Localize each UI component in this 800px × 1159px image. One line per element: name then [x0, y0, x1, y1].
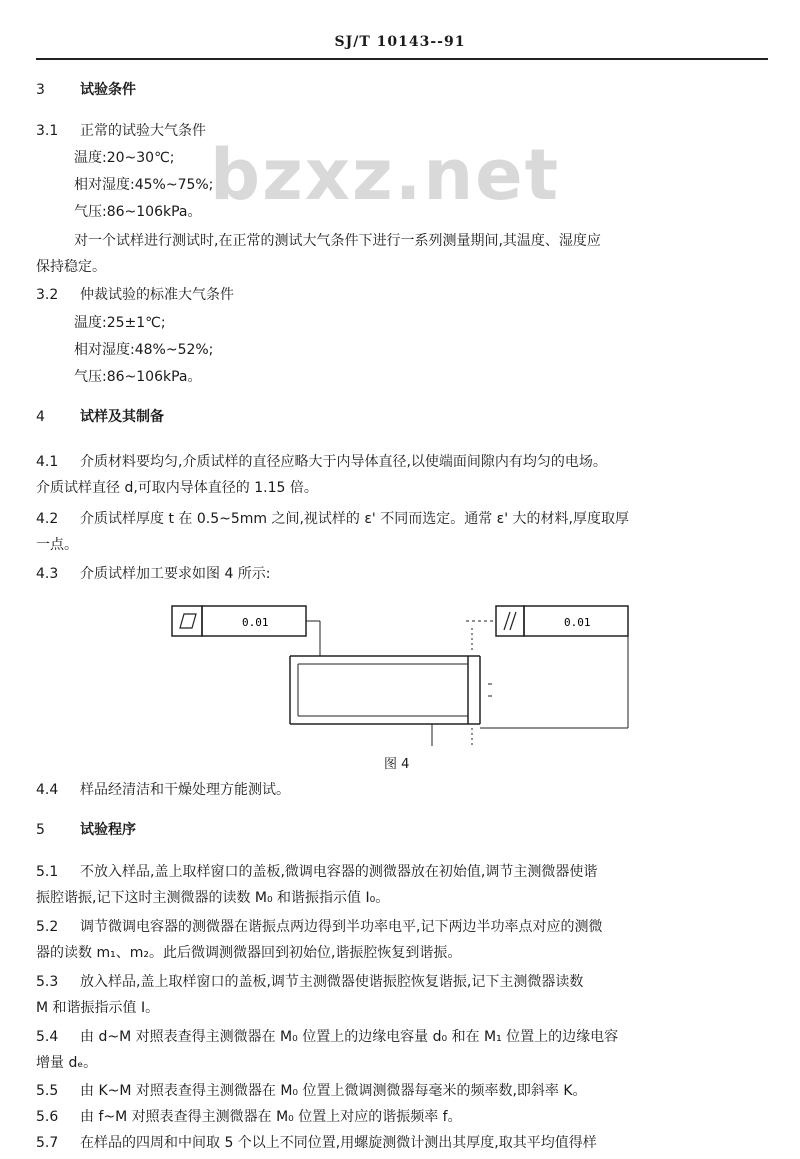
parallelism-tolerance-frame [466, 606, 628, 728]
clause-number: 3.2 [36, 287, 59, 303]
clause-number: 5.6 [36, 1109, 59, 1125]
clause-3-2-pressure: 气压:86~106kPa。 [74, 369, 202, 385]
clause-5-4-line2: 增量 dₑ。 [36, 1055, 98, 1071]
clause-3-1-temperature: 温度:20~30℃; [74, 150, 175, 166]
clause-5-3-line2: M 和谐振指示值 I。 [36, 1000, 160, 1016]
section-5-heading [36, 820, 136, 840]
figure-4-caption: 图 4 [384, 757, 410, 772]
clause-text: 介质试样加工要求如图 4 所示: [80, 566, 271, 582]
clause-3-2-temperature: 温度:25±1℃; [74, 315, 166, 331]
figure-4-specimen-drawing [150, 588, 630, 748]
flatness-symbol-icon [180, 614, 196, 628]
clause-3-1-note-line2: 保持稳定。 [36, 259, 106, 275]
clause-4-1-line1 [36, 452, 607, 472]
section-number: 5 [36, 822, 45, 838]
clause-number: 3.1 [36, 123, 59, 139]
clause-4-4-line1 [36, 780, 290, 800]
clause-number: 5.3 [36, 974, 59, 990]
clause-number: 4.1 [36, 454, 59, 470]
section-title: 试样及其制备 [80, 409, 164, 425]
clause-number: 5.5 [36, 1083, 59, 1099]
clause-title: 正常的试验大气条件 [80, 123, 206, 139]
section-title: 试验程序 [80, 822, 136, 838]
clause-title: 仲裁试验的标准大气条件 [80, 287, 234, 303]
clause-text: 介质材料要均匀,介质试样的直径应略大于内导体直径,以使端面间隙内有均匀的电场。 [80, 454, 607, 470]
parallelism-tolerance-value: 0.01 [564, 616, 591, 629]
clause-number: 4.2 [36, 511, 59, 527]
clause-3-1-pressure: 气压:86~106kPa。 [74, 204, 202, 220]
clause-text: 由 d~M 对照表查得主测微器在 M₀ 位置上的边缘电容量 d₀ 和在 M₁ 位置上的边缘电容 [80, 1029, 619, 1045]
clause-4-2-line1 [36, 509, 629, 529]
clause-number: 4.4 [36, 782, 59, 798]
clause-5-1-line1 [36, 862, 597, 882]
clause-number: 5.7 [36, 1135, 59, 1151]
watermark: bzxz.net [210, 134, 561, 216]
clause-text: 调节微调电容器的测微器在谐振点两边得到半功率电平,记下两边半功率点对应的测微 [80, 919, 603, 935]
clause-text: 在样品的四周和中间取 5 个以上不同位置,用螺旋测微计测出其厚度,取其平均值得样 [80, 1135, 597, 1151]
clause-text: 由 K~M 对照表查得主测微器在 M₀ 位置上微调测微器每毫米的频率数,即斜率 K。 [80, 1083, 587, 1099]
document-code-header: SJ/T 10143--91 [334, 34, 466, 50]
clause-5-3-line1 [36, 972, 583, 992]
clause-4-3-line1 [36, 564, 271, 584]
clause-3-1-humidity: 相对湿度:45%~75%; [74, 177, 214, 193]
parallelism-symbol-icon [504, 612, 510, 630]
section-number: 3 [36, 82, 45, 98]
clause-text: 不放入样品,盖上取样窗口的盖板,微调电容器的测微器放在初始值,调节主测微器使谐 [80, 864, 598, 880]
clause-4-2-line2: 一点。 [36, 537, 78, 553]
clause-5-7-line1 [36, 1133, 597, 1153]
clause-number: 5.1 [36, 864, 59, 880]
clause-5-5-line1 [36, 1081, 587, 1101]
header-rule [36, 58, 768, 60]
clause-3-1-note-line1: 对一个试样进行测试时,在正常的测试大气条件下进行一系列测量期间,其温度、湿度应 [74, 233, 601, 249]
section-3-heading [36, 80, 136, 100]
clause-5-2-line2: 器的读数 m₁、m₂。此后微调测微器回到初始位,谐振腔恢复到谐振。 [36, 945, 462, 961]
clause-text: 放入样品,盖上取样窗口的盖板,调节主测微器使谐振腔恢复谐振,记下主测微器读数 [80, 974, 584, 990]
clause-number: 5.4 [36, 1029, 59, 1045]
clause-5-1-line2: 振腔谐振,记下这时主测微器的读数 M₀ 和谐振指示值 I₀。 [36, 890, 390, 906]
section-number: 4 [36, 409, 45, 425]
clause-3-2-humidity: 相对湿度:48%~52%; [74, 342, 214, 358]
clause-4-1-line2: 介质试样直径 d,可取内导体直径的 1.15 倍。 [36, 480, 318, 496]
clause-5-2-line1 [36, 917, 602, 937]
clause-number: 4.3 [36, 566, 59, 582]
clause-3-2-title [36, 285, 234, 305]
section-title: 试验条件 [80, 82, 136, 98]
clause-text: 介质试样厚度 t 在 0.5~5mm 之间,视试样的 ε' 不同而选定。通常 ε' 大的材料,厚度取厚 [80, 511, 629, 527]
flatness-tolerance-value: 0.01 [242, 616, 269, 629]
clause-text: 由 f~M 对照表查得主测微器在 M₀ 位置上对应的谐振频率 f。 [80, 1109, 462, 1125]
clause-5-4-line1 [36, 1027, 618, 1047]
clause-3-1-title [36, 121, 206, 141]
clause-text: 样品经清洁和干燥处理方能测试。 [80, 782, 290, 798]
flatness-tolerance-frame [172, 606, 320, 656]
section-4-heading [36, 407, 164, 427]
clause-5-6-line1 [36, 1107, 462, 1127]
clause-number: 5.2 [36, 919, 59, 935]
